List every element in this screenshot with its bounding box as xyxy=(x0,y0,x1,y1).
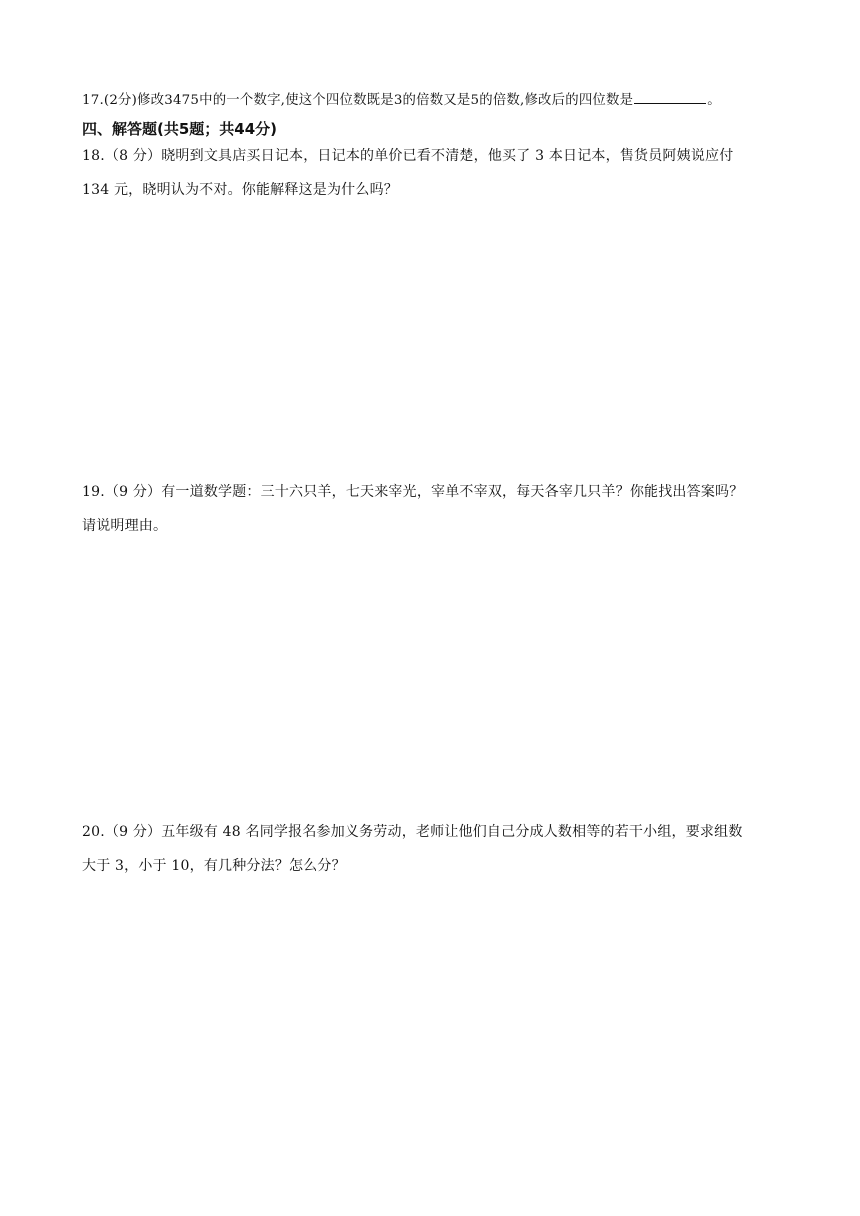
question-18-line-2: 134 元，晓明认为不对。你能解释这是为什么吗？ xyxy=(82,182,398,198)
question-17-end: 。 xyxy=(707,93,721,108)
answer-blank[interactable] xyxy=(634,89,706,104)
question-20-line-2: 大于 3，小于 10，有几种分法？怎么分？ xyxy=(82,858,346,874)
question-19-line-2: 请说明理由。 xyxy=(82,518,168,534)
question-20-line-1: 20.（9 分）五年级有 48 名同学报名参加义务劳动，老师让他们自己分成人数相等的若干小组，要求组数 xyxy=(82,824,743,840)
question-17-text: 17.(2分)修改3475中的一个数字,使这个四位数既是3的倍数又是5的倍数,修改后的四位数是 xyxy=(82,93,634,108)
question-18-line-1: 18.（8 分）晓明到文具店买日记本，日记本的单价已看不清楚，他买了 3 本日记本，售货员阿姨说应付 xyxy=(82,148,734,164)
question-19-line-1: 19.（9 分）有一道数学题：三十六只羊，七天来宰光，宰单不宰双，每天各宰几只羊？你能找出答案吗？ xyxy=(82,484,744,500)
question-17 xyxy=(82,89,721,111)
section-heading: 四、解答题(共5题；共44分) xyxy=(82,120,278,138)
